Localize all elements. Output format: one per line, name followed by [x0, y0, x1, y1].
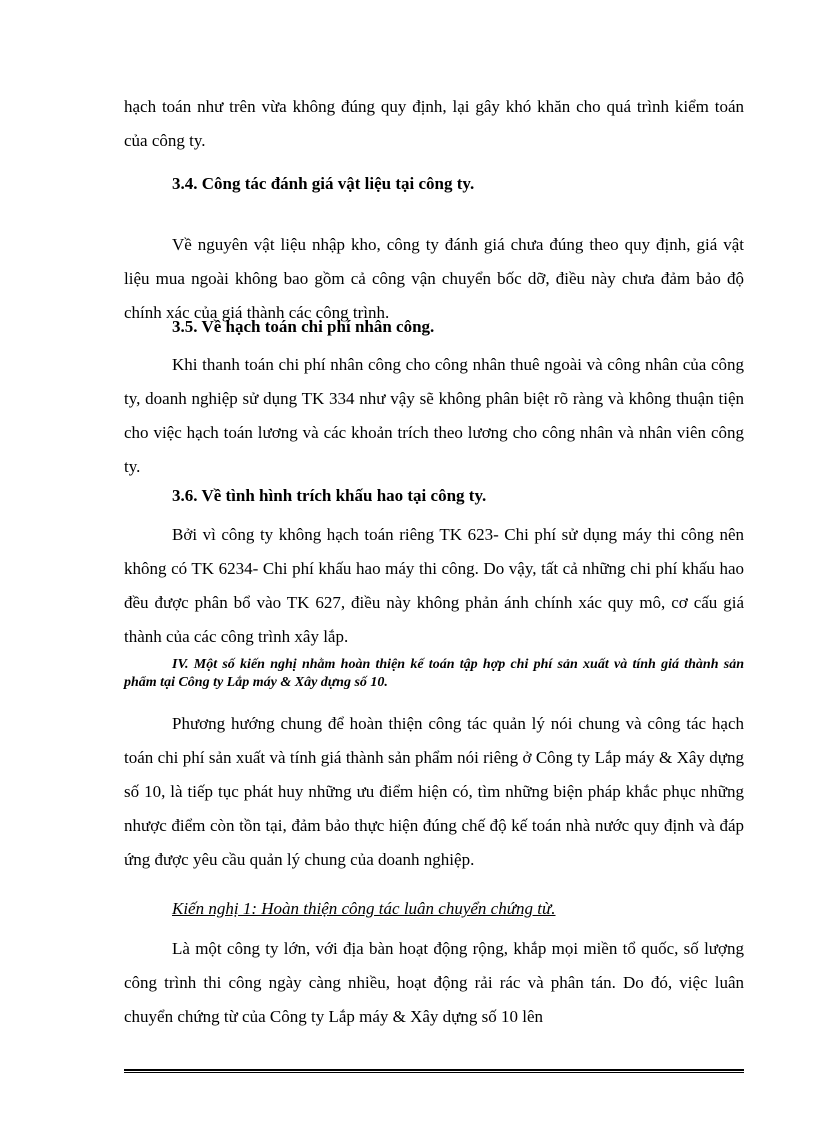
heading-section-IV: IV. Một số kiến nghị nhằm hoàn thiện kế toán tập hợp chi phí sản xuất và tính giá thành sản phẩm tại Công ty Lắp máy & Xây dựng số 10. [124, 657, 744, 690]
heading-3-5: 3.5. Về hạch toán chi phí nhân công. [172, 317, 435, 336]
paragraph-3-4: Về nguyên vật liệu nhập kho, công ty đánh giá chưa đúng theo quy định, giá vật liệu mua ngoài không bao gồm cả công vận chuyển bốc dỡ, điều này chưa đảm bảo độ chính xác của giá thành các công trình. [124, 235, 744, 322]
recommendation-1-paragraph: Là một công ty lớn, với địa bàn hoạt động rộng, khắp mọi miền tổ quốc, số lượng công trình thi công ngày càng nhiều, hoạt động rải rác và phân tán. Do đó, việc luân chuyển chứng từ của Công ty Lắp máy & Xây dựng số 10 lên [124, 939, 744, 1026]
intro-paragraph: hạch toán như trên vừa không đúng quy định, lại gây khó khăn cho quá trình kiểm toán của công ty. [124, 97, 744, 150]
heading-3-6: 3.6. Về tình hình trích khấu hao tại công ty. [172, 486, 487, 505]
paragraph-3-6: Bởi vì công ty không hạch toán riêng TK 623- Chi phí sử dụng máy thi công nên không có TK 6234- Chi phí khấu hao máy thi công. Do vậy, tất cả những chi phí khấu hao đều được phân bổ vào TK 627, điều này không phản ánh chính xác quy mô, cơ cấu giá thành của các công trình xây lắp. [124, 525, 744, 646]
paragraph-3-5: Khi thanh toán chi phí nhân công cho công nhân thuê ngoài và công nhân của công ty, doanh nghiệp sử dụng TK 334 như vậy sẽ không phân biệt rõ ràng và không thuận tiện cho việc hạch toán lương và các khoản trích theo lương cho công nhân và nhân viên công ty. [124, 355, 744, 476]
footer-double-rule [124, 1069, 744, 1073]
paragraph-section-IV: Phương hướng chung để hoàn thiện công tác quản lý nói chung và công tác hạch toán chi phí sản xuất và tính giá thành sản phẩm nói riêng ở Công ty Lắp máy & Xây dựng số 10, là tiếp tục phát huy những ưu điểm hiện có, tìm những biện pháp khắc phục những nhược điểm còn tồn tại, đảm bảo thực hiện đúng chế độ kế toán nhà nước quy định và đáp ứng được yêu cầu quản lý chung của doanh nghiệp. [124, 714, 744, 869]
recommendation-1-heading: Kiến nghị 1: Hoàn thiện công tác luân chuyển chứng từ. [172, 899, 556, 918]
heading-3-4: 3.4. Công tác đánh giá vật liệu tại công ty. [172, 174, 475, 193]
